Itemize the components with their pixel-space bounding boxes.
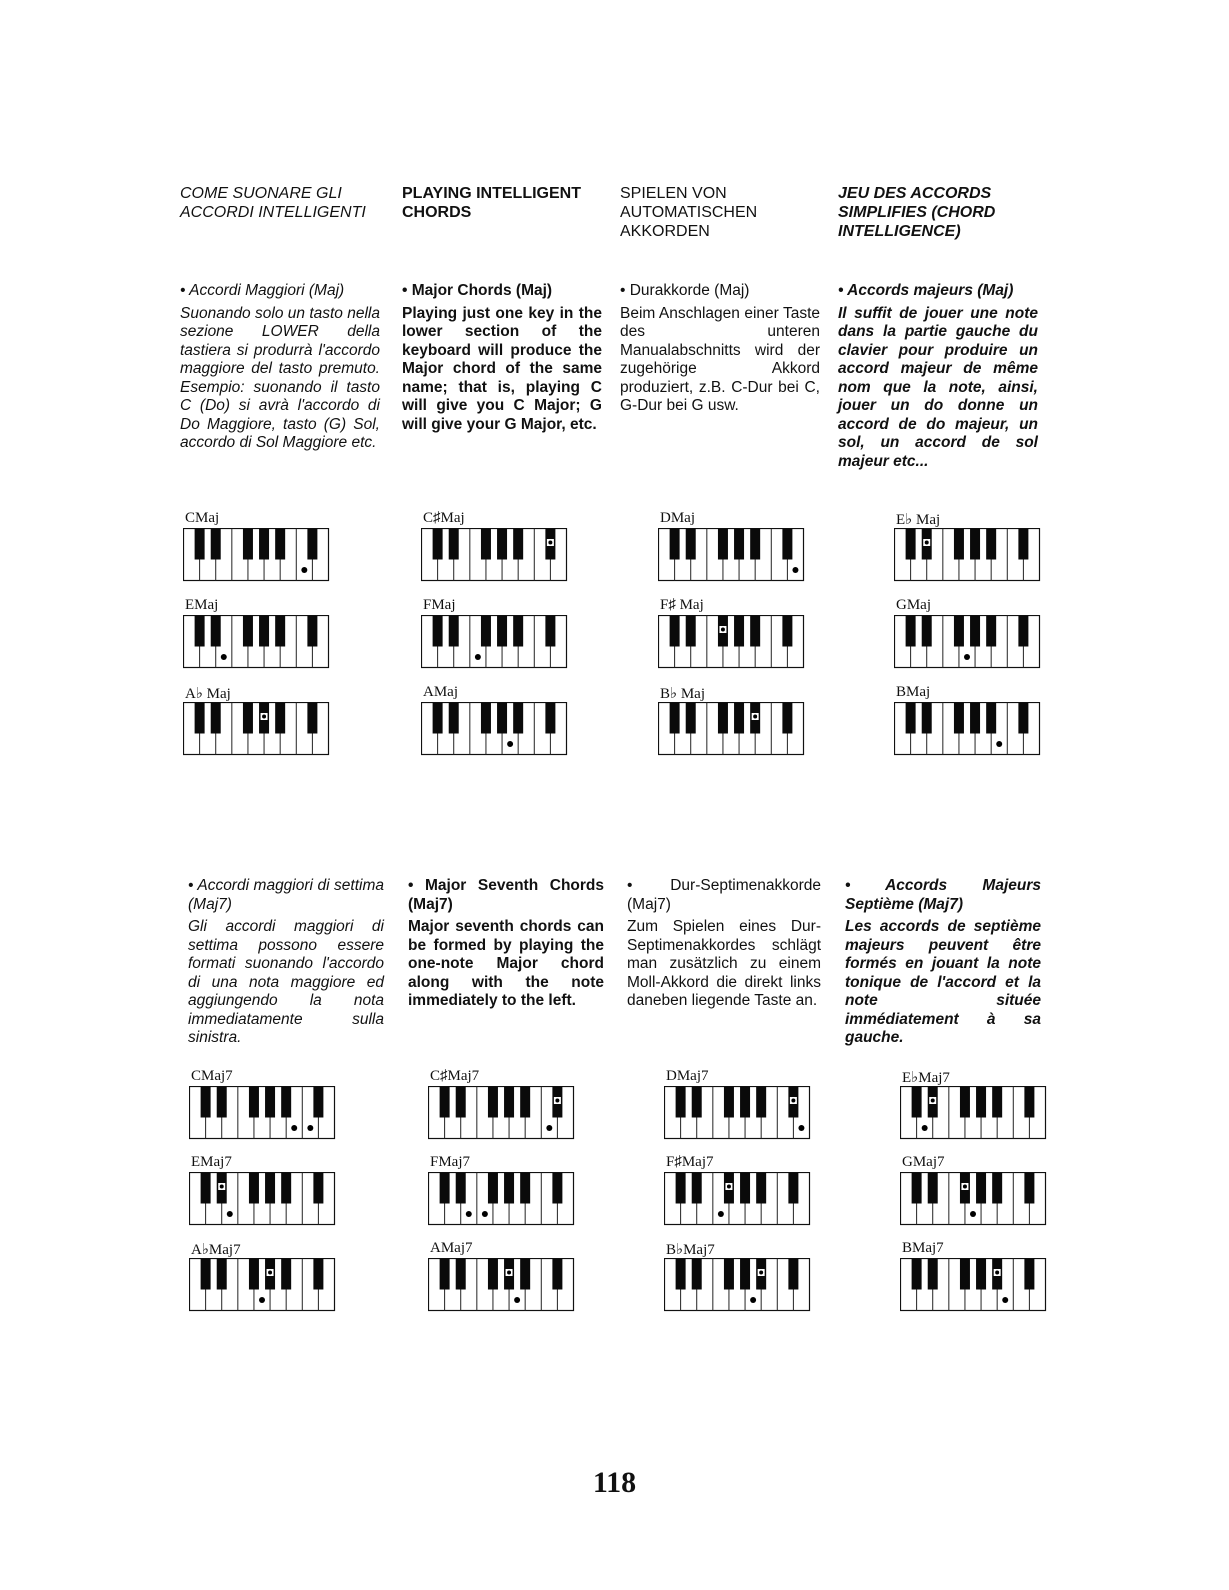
chord-name: GMaj [896, 597, 931, 613]
black-key [1018, 616, 1028, 647]
black-key [992, 1087, 1002, 1118]
black-key [249, 1259, 259, 1290]
keyboard-frame [659, 616, 804, 668]
pressed-white-key-dot [798, 1125, 804, 1131]
major-fr-body: Il suffit de jouer une note dans la partie gauche du clavier pour produire un accord majeur de même nom que la note, ainsi, jouer un do donne un accord de do majeur, un sol, un accord de sol majeur etc... [838, 304, 1038, 470]
keyboard-icon [183, 528, 330, 582]
major7-en-body: Major seventh chords can be formed by playing the one-note Major chord along with the note immediately to the left. [408, 918, 604, 1009]
chord-diagram [189, 1068, 339, 1140]
major7-de [627, 877, 821, 1011]
chord-diagram [664, 1154, 814, 1226]
black-key [488, 1087, 498, 1118]
pressed-white-key-dot [466, 1211, 472, 1217]
black-key [195, 529, 205, 560]
black-key [504, 1087, 514, 1118]
black-key [211, 703, 221, 734]
black-key [497, 703, 507, 734]
black-key [313, 1173, 323, 1204]
black-key [724, 1087, 734, 1118]
black-key [1024, 1259, 1034, 1290]
chord-name: DMaj [660, 510, 695, 526]
chord-diagram [183, 510, 333, 582]
black-key [724, 1259, 734, 1290]
keyboard-frame [895, 703, 1040, 755]
black-key [970, 616, 980, 647]
pressed-black-key-dot [548, 541, 552, 545]
black-key [670, 703, 680, 734]
keyboard-icon [421, 528, 568, 582]
chord-name: F♯ Maj [660, 597, 704, 613]
keyboard-icon [664, 1258, 811, 1312]
black-key [265, 1173, 275, 1204]
keyboard-icon [894, 528, 1041, 582]
pressed-black-key-dot [925, 541, 929, 545]
pressed-white-key-dot [718, 1211, 724, 1217]
chord-diagram [189, 1240, 339, 1312]
keyboard-frame [429, 1259, 574, 1311]
black-key [960, 1259, 970, 1290]
chord-diagram [428, 1068, 578, 1140]
black-key [552, 1259, 562, 1290]
black-key [513, 703, 523, 734]
pressed-white-key-dot [514, 1297, 520, 1303]
black-key [692, 1087, 702, 1118]
chord-name: DMaj7 [666, 1068, 709, 1084]
chord-name: BMaj7 [902, 1240, 944, 1256]
keyboard-frame [895, 529, 1040, 581]
pressed-black-key-dot [268, 1271, 272, 1275]
keyboard-frame [184, 529, 329, 581]
chord-diagram [421, 597, 571, 669]
major7-en [408, 877, 604, 1011]
black-key [513, 616, 523, 647]
pressed-white-key-dot [482, 1211, 488, 1217]
major-it [180, 282, 380, 453]
pressed-white-key-dot [546, 1125, 552, 1131]
chord-diagram [664, 1240, 814, 1312]
chord-name: AMaj [423, 684, 458, 700]
keyboard-icon [894, 615, 1041, 669]
chord-diagram [664, 1068, 814, 1140]
black-key [545, 703, 555, 734]
black-key [201, 1087, 211, 1118]
black-key [912, 1173, 922, 1204]
black-key [313, 1087, 323, 1118]
pressed-white-key-dot [507, 741, 513, 747]
chord-name: B♭Maj7 [666, 1242, 715, 1258]
black-key [922, 703, 932, 734]
black-key [718, 529, 728, 560]
black-key [243, 616, 253, 647]
keyboard-frame [422, 616, 567, 668]
black-key [670, 529, 680, 560]
black-key [986, 703, 996, 734]
chord-name: EMaj [185, 597, 219, 613]
keyboard-icon [189, 1172, 336, 1226]
black-key [740, 1087, 750, 1118]
major-de-body: Beim Anschlagen einer Taste des unteren Manualabschnitts wird der zugehörige Akkord produziert, z.B. C-Dur bei C, G-Dur bei G usw. [620, 304, 820, 414]
pressed-white-key-dot [221, 654, 227, 660]
black-key [449, 616, 459, 647]
pressed-black-key-dot [791, 1099, 795, 1103]
major-en-body: Playing just one key in the lower section of the keyboard will produce the Major chord of the same name; that is, playing C will give you C Major; G will give your G Major, etc. [402, 304, 602, 433]
chord-diagram [658, 597, 808, 669]
chord-name: A♭ Maj [185, 686, 231, 702]
black-key [912, 1087, 922, 1118]
keyboard-frame [429, 1173, 574, 1225]
pressed-white-key-dot [291, 1125, 297, 1131]
black-key [1024, 1173, 1034, 1204]
black-key [976, 1259, 986, 1290]
black-key [211, 616, 221, 647]
chord-name: E♭Maj7 [902, 1070, 950, 1086]
chord-diagram [189, 1154, 339, 1226]
black-key [750, 529, 760, 560]
black-key [692, 1173, 702, 1204]
keyboard-icon [183, 615, 330, 669]
major7-it [188, 877, 384, 1048]
black-key [928, 1259, 938, 1290]
pressed-black-key-dot [931, 1099, 935, 1103]
chord-name: E♭ Maj [896, 512, 941, 528]
keyboard-frame [901, 1259, 1046, 1311]
black-key [1024, 1087, 1034, 1118]
chord-diagram [894, 597, 1044, 669]
black-key [275, 616, 285, 647]
major-de-title: • Durakkorde (Maj) [620, 282, 750, 299]
keyboard-frame [665, 1173, 810, 1225]
black-key [307, 616, 317, 647]
black-key [520, 1259, 530, 1290]
black-key [281, 1259, 291, 1290]
black-key [692, 1259, 702, 1290]
keyboard-frame [184, 616, 329, 668]
black-key [686, 529, 696, 560]
major7-en-title: • Major Seventh Chords (Maj7) [408, 877, 604, 913]
black-key [970, 703, 980, 734]
keyboard-icon [658, 528, 805, 582]
keyboard-icon [421, 702, 568, 756]
black-key [676, 1087, 686, 1118]
black-key [217, 1259, 227, 1290]
chord-name: AMaj7 [430, 1240, 473, 1256]
keyboard-frame [665, 1259, 810, 1311]
black-key [782, 703, 792, 734]
chord-diagram [658, 684, 808, 756]
major-en [402, 282, 602, 434]
keyboard-icon [894, 702, 1041, 756]
chord-name: F♯Maj7 [666, 1154, 714, 1170]
chord-diagram [900, 1154, 1050, 1226]
pressed-white-key-dot [996, 741, 1002, 747]
black-key [513, 529, 523, 560]
black-key [740, 1173, 750, 1204]
keyboard-icon [183, 702, 330, 756]
keyboard-icon [664, 1172, 811, 1226]
black-key [545, 616, 555, 647]
pressed-black-key-dot [220, 1185, 224, 1189]
pressed-black-key-dot [555, 1099, 559, 1103]
header-italian: COME SUONARE GLI ACCORDI INTELLIGENTI [180, 185, 366, 221]
pressed-black-key-dot [262, 715, 266, 719]
black-key [488, 1173, 498, 1204]
keyboard-frame [901, 1087, 1046, 1139]
black-key [954, 616, 964, 647]
black-key [265, 1087, 275, 1118]
black-key [734, 703, 744, 734]
keyboard-frame [190, 1173, 335, 1225]
black-key [307, 529, 317, 560]
black-key [750, 616, 760, 647]
chord-name: C♯Maj7 [430, 1068, 480, 1084]
page-number: 118 [592, 1466, 637, 1499]
chord-diagram [428, 1240, 578, 1312]
black-key [201, 1259, 211, 1290]
major7-it-body: Gli accordi maggiori di settima possono essere formati suonando l'accordo di una nota maggiore ed aggiungendo la nota immediatamente sulla sinistra. [188, 918, 384, 1046]
keyboard-frame [429, 1087, 574, 1139]
black-key [788, 1173, 798, 1204]
black-key [986, 529, 996, 560]
pressed-white-key-dot [1002, 1297, 1008, 1303]
keyboard-icon [428, 1086, 575, 1140]
header-english: PLAYING INTELLIGENT CHORDS [402, 185, 581, 221]
black-key [740, 1259, 750, 1290]
keyboard-icon [428, 1172, 575, 1226]
major7-fr-title: • Accords Majeurs Septième (Maj7) [845, 877, 1041, 913]
black-key [906, 703, 916, 734]
black-key [195, 703, 205, 734]
pressed-white-key-dot [301, 567, 307, 573]
black-key [440, 1259, 450, 1290]
chord-diagram [894, 510, 1044, 582]
black-key [734, 529, 744, 560]
major-fr-title: • Accords majeurs (Maj) [838, 282, 1014, 299]
pressed-white-key-dot [792, 567, 798, 573]
keyboard-frame [422, 703, 567, 755]
chord-name: BMaj [896, 684, 931, 700]
black-key [954, 703, 964, 734]
chord-name: B♭ Maj [660, 686, 705, 702]
black-key [275, 529, 285, 560]
keyboard-frame [184, 703, 329, 755]
black-key [676, 1259, 686, 1290]
pressed-white-key-dot [259, 1297, 265, 1303]
keyboard-icon [900, 1258, 1047, 1312]
major-it-body: Suonando solo un tasto nella sezione LOWER della tastiera si produrrà l'accordo maggiore del tasto premuto. Esempio: suonando il tasto C (Do) si avrà l'accordo di Do Maggiore, tasto (G) Sol, accordo di Sol Maggiore etc. [180, 304, 380, 451]
black-key [928, 1173, 938, 1204]
major-fr [838, 282, 1038, 471]
black-key [676, 1173, 686, 1204]
black-key [481, 529, 491, 560]
black-key [520, 1087, 530, 1118]
black-key [970, 529, 980, 560]
pressed-black-key-dot [995, 1271, 999, 1275]
pressed-white-key-dot [964, 654, 970, 660]
black-key [756, 1173, 766, 1204]
black-key [456, 1259, 466, 1290]
black-key [912, 1259, 922, 1290]
black-key [497, 529, 507, 560]
chord-name: GMaj7 [902, 1154, 945, 1170]
black-key [1018, 703, 1028, 734]
black-key [259, 616, 269, 647]
chord-diagram [900, 1068, 1050, 1140]
black-key [986, 616, 996, 647]
pressed-black-key-dot [507, 1271, 511, 1275]
pressed-black-key-dot [759, 1271, 763, 1275]
keyboard-icon [658, 702, 805, 756]
black-key [456, 1173, 466, 1204]
keyboard-icon [189, 1258, 336, 1312]
chord-diagram [900, 1240, 1050, 1312]
black-key [481, 616, 491, 647]
black-key [449, 703, 459, 734]
black-key [906, 529, 916, 560]
black-key [281, 1173, 291, 1204]
black-key [249, 1087, 259, 1118]
chord-name: EMaj7 [191, 1154, 232, 1170]
chord-name: C♯Maj [423, 510, 465, 526]
major7-fr [845, 877, 1041, 1048]
chord-diagram [658, 510, 808, 582]
keyboard-icon [900, 1172, 1047, 1226]
black-key [756, 1087, 766, 1118]
pressed-white-key-dot [922, 1125, 928, 1131]
chord-name: CMaj7 [191, 1068, 233, 1084]
chord-diagram [183, 597, 333, 669]
black-key [217, 1087, 227, 1118]
black-key [456, 1087, 466, 1118]
black-key [922, 616, 932, 647]
major7-de-body: Zum Spielen eines Dur-Septimenakkordes schlägt man zusätzlich zu einem Moll-Akkord die direkt links daneben liegende Taste an. [627, 918, 821, 1009]
keyboard-icon [421, 615, 568, 669]
black-key [243, 529, 253, 560]
black-key [249, 1173, 259, 1204]
black-key [440, 1173, 450, 1204]
black-key [449, 529, 459, 560]
black-key [259, 529, 269, 560]
black-key [906, 616, 916, 647]
black-key [976, 1173, 986, 1204]
black-key [440, 1087, 450, 1118]
black-key [211, 529, 221, 560]
black-key [1018, 529, 1028, 560]
pressed-black-key-dot [963, 1185, 967, 1189]
keyboard-icon [664, 1086, 811, 1140]
black-key [976, 1087, 986, 1118]
black-key [686, 616, 696, 647]
chord-name: CMaj [185, 510, 220, 526]
major7-de-title: • Dur-Septimenakkorde (Maj7) [627, 877, 821, 913]
pressed-white-key-dot [750, 1297, 756, 1303]
black-key [782, 529, 792, 560]
pressed-white-key-dot [970, 1211, 976, 1217]
keyboard-frame [659, 703, 804, 755]
black-key [313, 1259, 323, 1290]
chord-diagram [421, 510, 571, 582]
chord-name: A♭Maj7 [191, 1242, 241, 1258]
black-key [281, 1087, 291, 1118]
black-key [992, 1173, 1002, 1204]
black-key [307, 703, 317, 734]
black-key [195, 616, 205, 647]
black-key [734, 616, 744, 647]
chord-diagram [421, 684, 571, 756]
major-it-title: • Accordi Maggiori (Maj) [180, 282, 345, 299]
pressed-black-key-dot [727, 1185, 731, 1189]
pressed-black-key-dot [753, 715, 757, 719]
black-key [243, 703, 253, 734]
black-key [718, 703, 728, 734]
black-key [488, 1259, 498, 1290]
keyboard-frame [422, 529, 567, 581]
black-key [782, 616, 792, 647]
black-key [497, 616, 507, 647]
black-key [954, 529, 964, 560]
chord-diagram [183, 684, 333, 756]
black-key [433, 616, 443, 647]
black-key [552, 1173, 562, 1204]
major7-it-title: • Accordi maggiori di settima (Maj7) [188, 877, 384, 913]
header-german: SPIELEN VON AUTOMATISCHEN AKKORDEN [620, 185, 758, 240]
pressed-white-key-dot [475, 654, 481, 660]
pressed-white-key-dot [307, 1125, 313, 1131]
black-key [670, 616, 680, 647]
black-key [433, 703, 443, 734]
keyboard-icon [658, 615, 805, 669]
pressed-black-key-dot [721, 628, 725, 632]
keyboard-frame [190, 1087, 335, 1139]
major7-fr-body: Les accords de septième majeurs peuvent être formés en jouant la note tonique de l'accord et la note située immédiatement à sa gauche. [845, 918, 1041, 1046]
keyboard-icon [428, 1258, 575, 1312]
black-key [960, 1087, 970, 1118]
chord-diagram [894, 684, 1044, 756]
pressed-white-key-dot [227, 1211, 233, 1217]
keyboard-icon [189, 1086, 336, 1140]
black-key [686, 703, 696, 734]
black-key [504, 1173, 514, 1204]
black-key [520, 1173, 530, 1204]
black-key [788, 1259, 798, 1290]
header-french: JEU DES ACCORDS SIMPLIFIES (CHORD INTELLIGENCE) [838, 185, 996, 240]
chord-name: FMaj [423, 597, 456, 613]
major-en-title: • Major Chords (Maj) [402, 282, 553, 299]
black-key [481, 703, 491, 734]
chord-name: FMaj7 [430, 1154, 471, 1170]
chord-diagram [428, 1154, 578, 1226]
keyboard-frame [659, 529, 804, 581]
major-de [620, 282, 820, 416]
keyboard-frame [665, 1087, 810, 1139]
keyboard-icon [900, 1086, 1047, 1140]
black-key [201, 1173, 211, 1204]
black-key [275, 703, 285, 734]
black-key [433, 529, 443, 560]
